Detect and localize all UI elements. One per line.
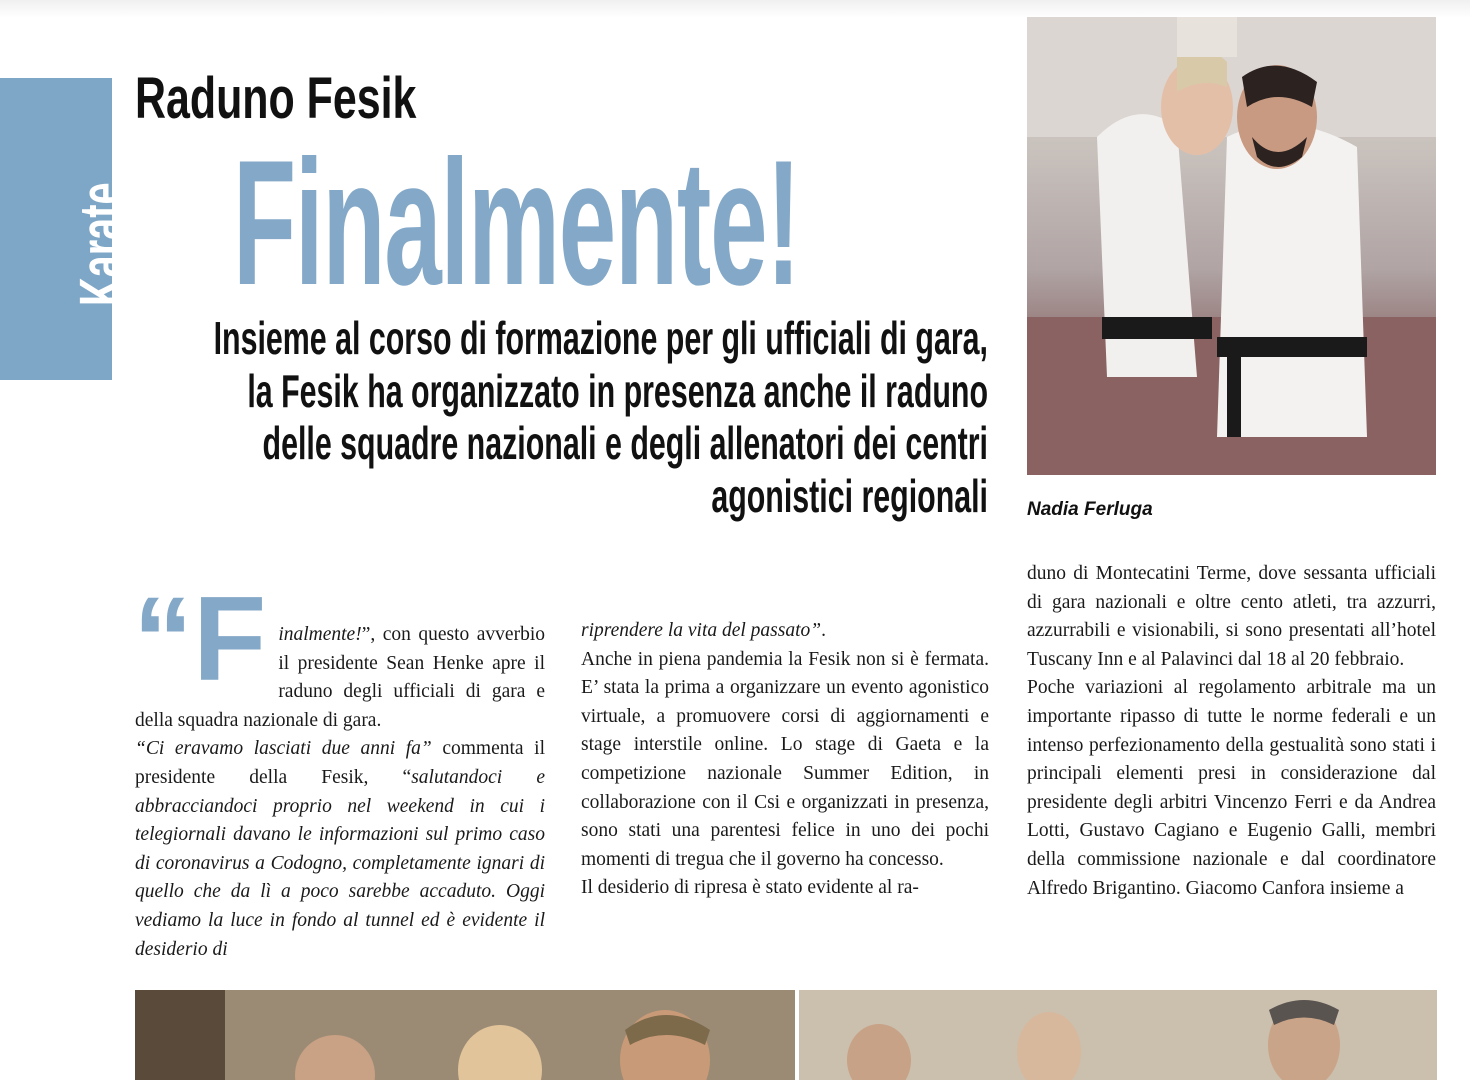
standfirst: Insieme al corso di formazione per gli ufficiali di gara, la Fesik ha organizzato in presenza anche il raduno delle squadre nazionali e degli allenatori dei centri agonistici regionali [213,312,988,522]
page-top-strip [0,0,1470,18]
article-column-1 [133,572,546,964]
paragraph-ripresa: Il desiderio di ripresa è stato evidente al ra- [581,877,919,899]
author-byline: Nadia Ferluga [1027,499,1153,520]
headline: Finalmente! [233,123,800,322]
paragraph-2-text: commenta il presidente della Fesik, “ [135,738,546,788]
group-photo-right-illustration [799,990,1437,1080]
quote-body: salutandoci e abbracciandoci proprio nel weekend in cui i telegiornali davano le informazioni sul primo caso di coronavirus a Codogno, completamente ignari di quello che da lì a poco sarebbe accaduto. Oggi vediamo la luce in fondo al tunnel ed è evidente il desiderio di [135,766,545,960]
article-column-3 [1027,560,1436,903]
kicker: Raduno Fesik [135,66,417,131]
quote-end: riprendere la vita del passato” [581,620,822,641]
group-photo-right [799,990,1437,1080]
section-tab [0,78,138,380]
karate-photo-illustration [1027,17,1436,475]
quote-end-period: . [821,620,826,641]
article-column-2 [581,617,989,903]
paragraph-regolamento: Poche variazioni al regolamento arbitrale ma un importante ripasso di tutte le norme federali e un intenso perfezionamento della gestualità sono stati i principali elementi presi in considerazione dal presidente degli arbitri Vincenzo Ferri e da Andrea Lotti, Gustavo Cagiano e Eugenio Galli, membri della commissione nazionale e dal coordinatore Alfredo Brigantino. Giacomo Canfora insieme a [1027,677,1436,899]
quote-opening: “Ci eravamo lasciati due anni fa” [135,738,432,760]
paragraph-montecatini: duno di Montecatini Terme, dove sessanta ufficiali di gara nazionali e oltre cento atleti, tra azzurri, azzurrabili e visionabili, si sono presentati all’hotel Tuscany Inn e al Palavinci dal 18 al 20 febbraio. [1027,563,1436,670]
opening-word: inalmente! [278,624,362,645]
group-photo-left-illustration [135,990,795,1080]
drop-cap: “F [133,572,267,706]
group-photo-left [135,990,795,1080]
karate-photo [1027,17,1436,475]
section-label: Karate [66,182,138,306]
paragraph-pandemic: Anche in piena pandemia la Fesik non si è fermata. E’ stata la prima a organizzare un evento agonistico virtuale, a promuovere corsi di aggiornamenti e stage interstile online. Lo stage di Gaeta e la competizione nazionale Summer Edition, in collaborazione con il Csi e organizzati in presenza, sono stati una parentesi felice in uno dei pochi momenti di tregua che il governo ha concesso. [581,648,989,870]
paragraph-1-text: ”, con questo avverbio il presidente Sean Henke apre il raduno degli ufficiali di gara e della squadra nazionale di gara. [135,624,545,731]
